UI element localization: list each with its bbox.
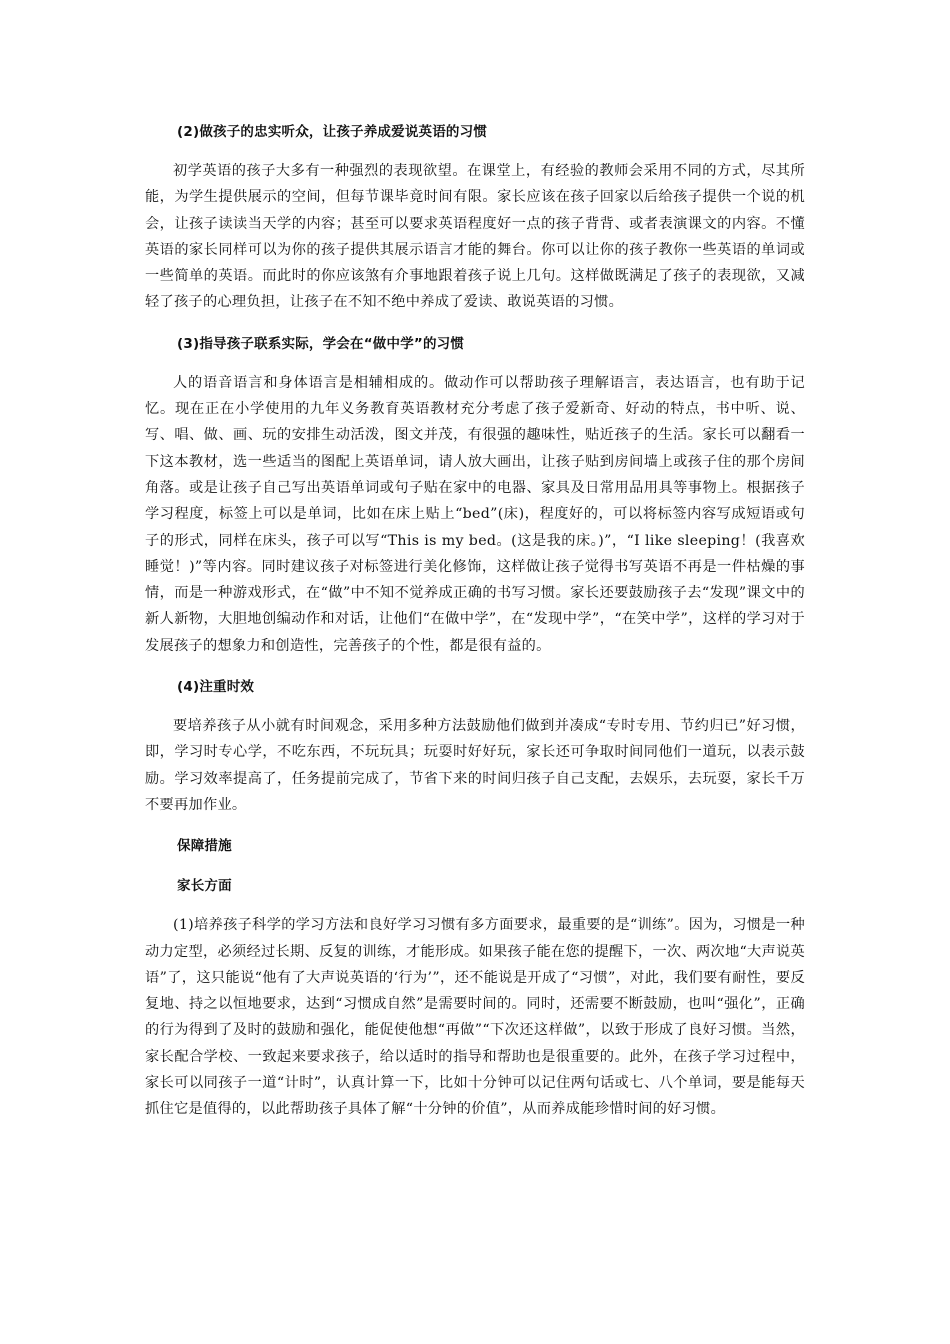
section-heading-4: (4)注重时效: [177, 679, 255, 696]
document-body: [145, 118, 805, 1137]
section-heading-3: (3)指导孩子联系实际，学会在“做中学”的习惯: [177, 335, 465, 352]
paragraph-learn-by-doing: 人的语音语言和身体语言是相辅相成的。做动作可以帮助孩子理解语言，表达语言，也有助于记忆。现在正在小学使用的九年义务教育英语教材充分考虑了孩子爱新奇、好动的特点，书中听、说、写、唱、做、画、玩的安排生动活泼，图文并茂，有很强的趣味性，贴近孩子的生活。家长可以翻看一下这本教材，选一些适当的图配上英语单词，请人放大画出，让孩子贴到房间墙上或孩子住的那个房间角落。或是让孩子自己写出英语单词或句子贴在家中的电器、家具及日常用品用具等事物上。根据孩子学习程度，标签上可以是单词，比如在床上贴上“bed”(床)，程度好的，可以将标签内容写成短语或句子的形式，同样在床头，孩子可以写“This is my bed。(这是我的床。)”，“I like sleeping！(我喜欢睡觉！)”等内容。同时建议孩子对标签进行美化修饰，这样做让孩子觉得书写英语不再是一件枯燥的事情，而是一种游戏形式，在“做”中不知不觉养成正确的书写习惯。家长还要鼓励孩子去“发现”课文中的新人新物，大胆地创编动作和对话，让他们“在做中学”，在“发现中学”，“在笑中学”，这样的学习对于发展孩子的想象力和创造性，完善孩子的个性，都是很有益的。: [145, 374, 805, 654]
paragraph-training: (1)培养孩子科学的学习方法和良好学习习惯有多方面要求，最重要的是“训练”。因为，习惯是一种动力定型，必须经过长期、反复的训练，才能形成。如果孩子能在您的提醒下，一次、两次地“大声说英语”了，这只能说“他有了大声说英语的‘行为’”，还不能说是开成了“习惯”，对此，我们要有耐性，要反复地、持之以恒地要求，达到“习惯成自然”是需要时间的。同时，还需要不断鼓励，也叫“强化”，正确的行为得到了及时的鼓励和强化，能促使他想“再做”“下次还这样做”，以致于形成了良好习惯。当然，家长配合学校、一致起来要求孩子，给以适时的指导和帮助也是很重要的。此外，在孩子学习过程中，家长可以同孩子一道“计时”，认真计算一下，比如十分钟可以记住两句话或七、八个单词，要是能每天抓住它是值得的，以此帮助孩子具体了解“十分钟的价值”，从而养成能珍惜时间的好习惯。: [145, 917, 805, 1118]
paragraph-listener: 初学英语的孩子大多有一种强烈的表现欲望。在课堂上，有经验的教师会采用不同的方式，尽其所能，为学生提供展示的空间，但每节课毕竟时间有限。家长应该在孩子回家以后给孩子提供一个说的机会，让孩子读读当天学的内容；甚至可以要求英语程度好一点的孩子背背、或者表演课文的内容。不懂英语的家长同样可以为你的孩子提供其展示语言才能的舞台。你可以让你的孩子教你一些英语的单词或一些简单的英语。而此时的你应该煞有介事地跟着孩子说上几句。这样做既满足了孩子的表现欲，又减轻了孩子的心理负担，让孩子在不知不绝中养成了爱读、敢说英语的习惯。: [145, 163, 805, 311]
heading-safeguards: 保障措施: [177, 838, 232, 855]
heading-parents: 家长方面: [177, 878, 232, 895]
paragraph-time-efficiency: 要培养孩子从小就有时间观念，采用多种方法鼓励他们做到并凑成“专时专用、节约归已”好习惯，即，学习时专心学，不吃东西，不玩玩具；玩耍时好好玩，家长还可争取时间同他们一道玩，以表示鼓励。学习效率提高了，任务提前完成了，节省下来的时间归孩子自己支配，去娱乐，去玩耍，家长千万不要再加作业。: [145, 718, 805, 813]
section-heading-2: (2)做孩子的忠实听众，让孩子养成爱说英语的习惯: [177, 124, 488, 140]
